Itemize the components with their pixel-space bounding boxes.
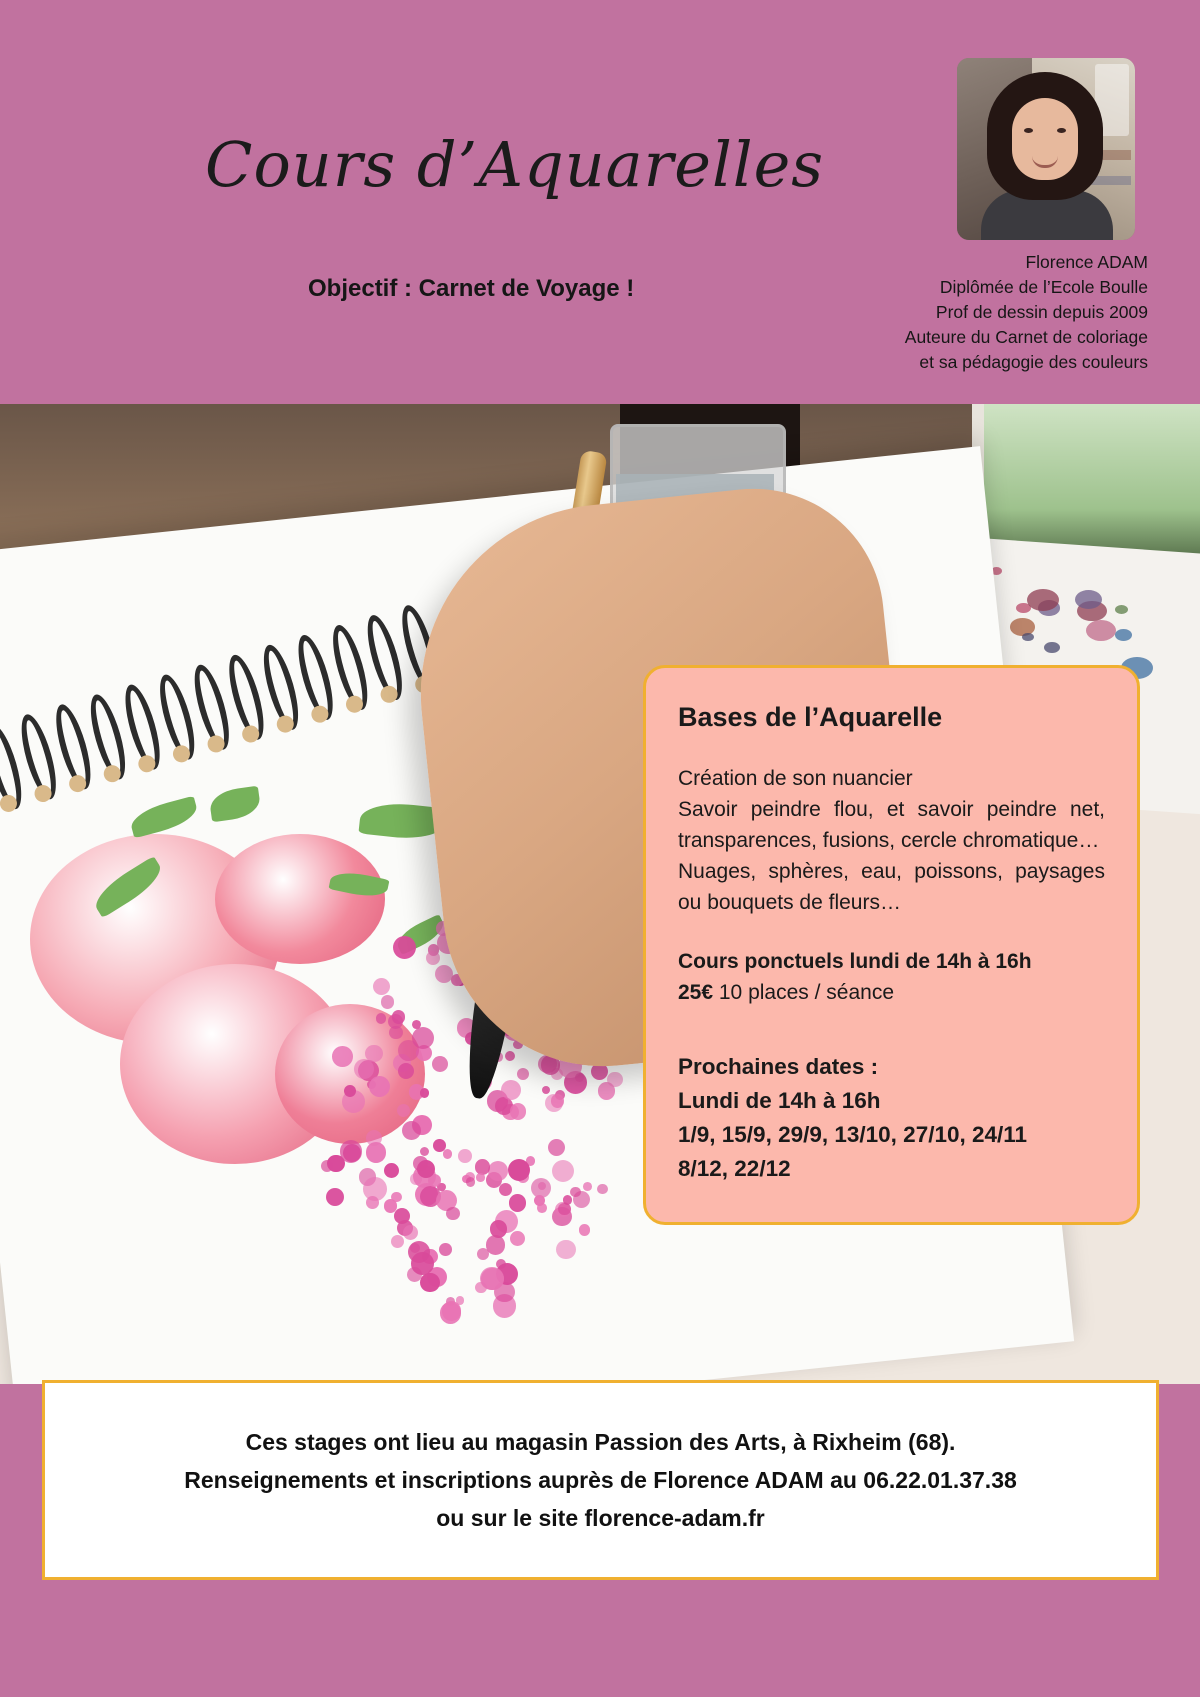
photo-lilac-petal (476, 1173, 484, 1181)
card-description (678, 763, 1105, 918)
photo-lilac-petal (363, 1177, 387, 1201)
card-dates-line-1: 1/9, 15/9, 29/9, 13/10, 27/10, 24/11 (678, 1122, 1028, 1147)
photo-lilac-petal (332, 1046, 353, 1067)
photo-lilac-petal (403, 1225, 418, 1240)
photo-lilac-petal (510, 1231, 525, 1246)
footer-line-2: Renseignements et inscriptions auprès de Florence ADAM au 06.22.01.37.38 (184, 1467, 1017, 1493)
photo-lilac-petal (376, 1013, 387, 1024)
card-price-detail: 10 places / séance (713, 981, 894, 1004)
card-dates-line-2: 8/12, 22/12 (678, 1156, 791, 1181)
photo-lilac-petal (456, 1296, 464, 1304)
credit-experience: Prof de dessin depuis 2009 (935, 302, 1148, 322)
credit-name: Florence ADAM (1025, 252, 1148, 272)
photo-lilac-petal (481, 1268, 504, 1291)
photo-lilac-petal (381, 995, 395, 1009)
card-schedule: Cours ponctuels lundi de 14h à 16h (678, 950, 1032, 973)
card-next-dates (678, 1050, 1105, 1186)
photo-lilac-petal (509, 1194, 527, 1212)
photo-lilac-petal (499, 1183, 512, 1196)
card-schedule-price (678, 946, 1105, 1008)
header-band (0, 0, 1200, 404)
card-description-line-1: Création de son nuancier (678, 767, 913, 790)
photo-lilac-petal (389, 1026, 402, 1039)
photo-lilac-petal (458, 1149, 472, 1163)
photo-lilac-petal (563, 1195, 572, 1204)
photo-window-view (980, 404, 1200, 554)
photo-lilac-petal (411, 1252, 434, 1275)
photo-rose (215, 834, 385, 964)
card-description-line-2: Savoir peindre flou, et savoir peindre net, transparences, fusions, cercle chromatique… (678, 798, 1105, 852)
photo-lilac-petal (420, 1273, 440, 1293)
photo-lilac-petal (486, 1235, 505, 1254)
photo-lilac-petal (443, 1149, 453, 1159)
footer-line-3: ou sur le site florence-adam.fr (436, 1505, 765, 1531)
photo-lilac-petal (373, 978, 390, 995)
card-price-row (678, 977, 1105, 1008)
page-title: Cours d’Aquarelles (205, 128, 825, 201)
avatar-eye-right (1057, 128, 1066, 133)
photo-lilac-petal (366, 1142, 387, 1163)
photo-lilac-petal (327, 1155, 344, 1172)
footer-info-box (42, 1380, 1159, 1580)
photo-lilac-petal (393, 936, 416, 959)
course-info-card (643, 665, 1140, 1225)
photo-lilac-petal (558, 1203, 570, 1215)
photo-lilac-petal (477, 1248, 489, 1260)
page-subtitle: Objectif : Carnet de Voyage ! (308, 275, 635, 302)
credit-diploma: Diplômée de l’Ecole Boulle (939, 277, 1148, 297)
photo-lilac-petal (433, 1139, 446, 1152)
card-description-line-3: Nuages, sphères, eau, poissons, paysages ou bouquets de fleurs… (678, 860, 1105, 914)
author-credits (728, 250, 1148, 375)
credit-book: Auteure du Carnet de coloriage (904, 327, 1148, 347)
card-price: 25€ (678, 981, 714, 1004)
photo-lilac-petal (392, 1010, 406, 1024)
footer-text (184, 1423, 1017, 1537)
photo-lilac-petal (598, 1082, 616, 1100)
card-dates-time: Lundi de 14h à 16h (678, 1088, 881, 1113)
card-dates-label: Prochaines dates : (678, 1054, 879, 1079)
photo-lilac-petal (446, 1207, 459, 1220)
photo-lilac-petal (391, 1235, 404, 1248)
photo-lilac-petal (583, 1182, 592, 1191)
photo-lilac-petal (475, 1159, 490, 1174)
photo-lilac-petal (439, 1243, 452, 1256)
avatar-eye-left (1024, 128, 1033, 133)
photo-lilac-petal (551, 1094, 565, 1108)
credit-book-subtitle: et sa pédagogie des couleurs (919, 352, 1148, 372)
avatar (957, 58, 1135, 240)
card-title: Bases de l’Aquarelle (678, 702, 943, 732)
photo-lilac-petal (490, 1220, 508, 1238)
footer-line-1: Ces stages ont lieu au magasin Passion des Arts, à Rixheim (68). (245, 1429, 956, 1455)
